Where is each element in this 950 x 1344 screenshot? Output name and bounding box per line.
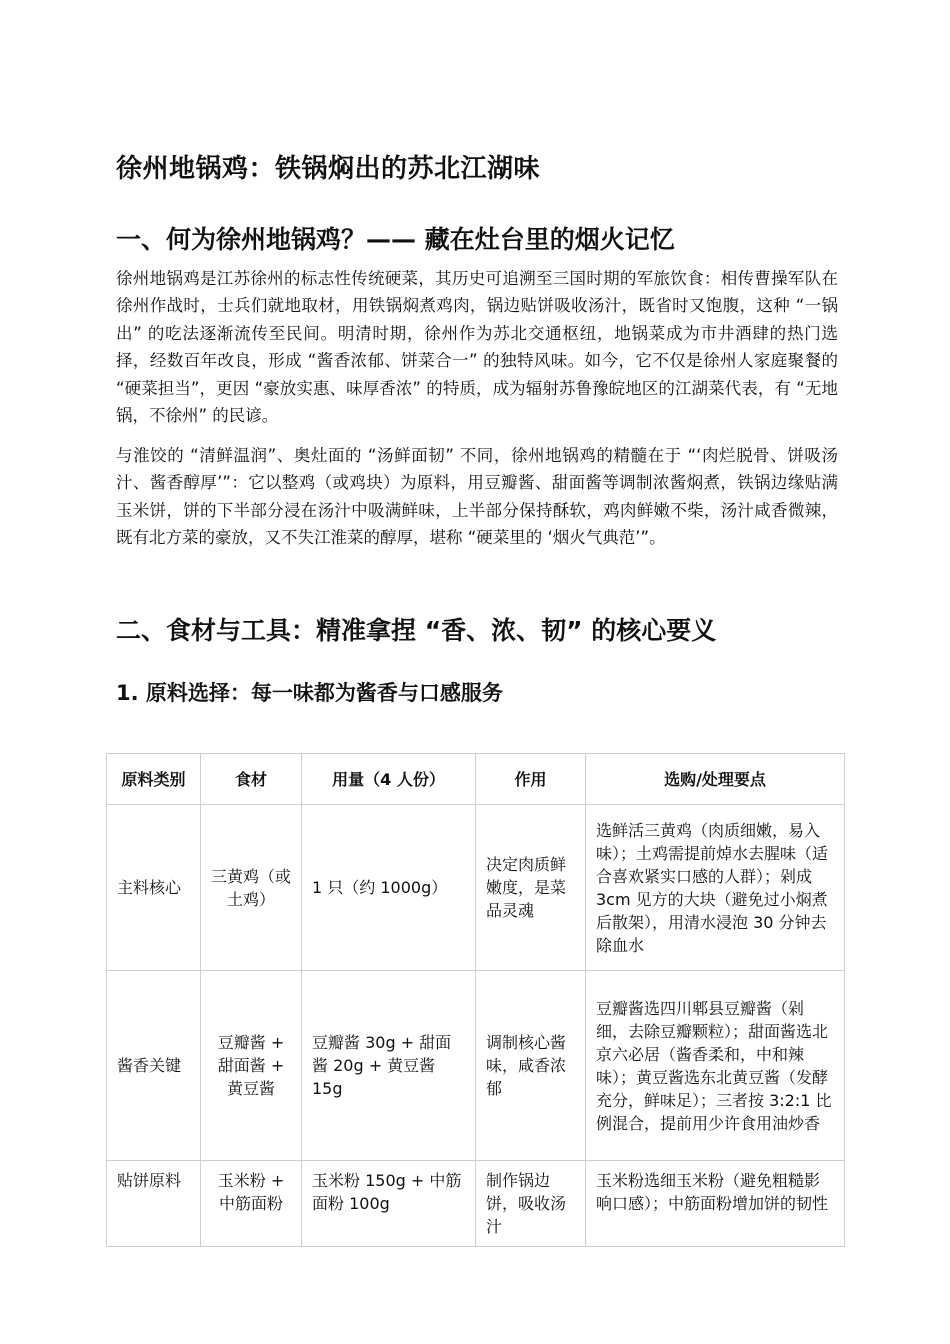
table-row bbox=[107, 805, 845, 971]
header-amount: 用量（4 人份） bbox=[302, 754, 476, 805]
header-category: 原料类别 bbox=[107, 754, 201, 805]
cell-ingredient: 豆瓣酱 + 甜面酱 + 黄豆酱 bbox=[201, 971, 302, 1161]
cell-tips: 豆瓣酱选四川郫县豆瓣酱（剁细，去除豆瓣颗粒）；甜面酱选北京六必居（酱香柔和，中和辣味）；黄豆酱选东北黄豆酱（发酵充分，鲜味足）；三者按 3:2:1 比例混合，提前用少许食用油炒香 bbox=[586, 971, 845, 1161]
ingredients-table bbox=[106, 753, 845, 1247]
cell-amount: 豆瓣酱 30g + 甜面酱 20g + 黄豆酱 15g bbox=[302, 971, 476, 1161]
table-header-row bbox=[107, 754, 845, 805]
cell-role: 决定肉质鲜嫩度，是菜品灵魂 bbox=[476, 805, 586, 971]
cell-category: 主料核心 bbox=[107, 805, 201, 971]
cell-role: 调制核心酱味，咸香浓郁 bbox=[476, 971, 586, 1161]
header-tips: 选购/处理要点 bbox=[586, 754, 845, 805]
cell-tips: 玉米粉选细玉米粉（避免粗糙影响口感）；中筋面粉增加饼的韧性 bbox=[586, 1161, 845, 1247]
section2-subheading-1: 1. 原料选择：每一味都为酱香与口感服务 bbox=[116, 681, 503, 705]
cell-tips: 选鲜活三黄鸡（肉质细嫩，易入味）；土鸡需提前焯水去腥味（适合喜欢紧实口感的人群）；剁成 3cm 见方的大块（避免过小焖煮后散架），用清水浸泡 30 分钟去除血水 bbox=[586, 805, 845, 971]
section1-heading: 一、何为徐州地锅鸡？—— 藏在灶台里的烟火记忆 bbox=[116, 225, 675, 254]
section2-heading: 二、食材与工具：精准拿捏 “香、浓、韧” 的核心要义 bbox=[116, 616, 717, 645]
cell-amount: 玉米粉 150g + 中筋面粉 100g bbox=[302, 1161, 476, 1247]
cell-role: 制作锅边饼，吸收汤汁 bbox=[476, 1161, 586, 1247]
section1-paragraph-1: 徐州地锅鸡是江苏徐州的标志性传统硬菜，其历史可追溯至三国时期的军旅饮食：相传曹操军队在徐州作战时，士兵们就地取材，用铁锅焖煮鸡肉，锅边贴饼吸收汤汁，既省时又饱腹，这种 “一锅出” 的吃法逐渐流传至民间。明清时期，徐州作为苏北交通枢纽，地锅菜成为市井酒肆的热门选择，经数百年改良，形成 “酱香浓郁、饼菜合一” 的独特风味。如今，它不仅是徐州人家庭聚餐的 “硬菜担当”，更因 “豪放实惠、味厚香浓” 的特质，成为辐射苏鲁豫皖地区的江湖菜代表，有 “无地锅，不徐州” 的民谚。 bbox=[116, 269, 838, 426]
cell-ingredient: 玉米粉 + 中筋面粉 bbox=[201, 1161, 302, 1247]
table-row bbox=[107, 971, 845, 1161]
cell-amount: 1 只（约 1000g） bbox=[302, 805, 476, 971]
cell-ingredient: 三黄鸡（或土鸡） bbox=[201, 805, 302, 971]
cell-category: 贴饼原料 bbox=[107, 1161, 201, 1247]
table-viewport bbox=[100, 745, 860, 1236]
section1-paragraph-2: 与淮饺的 “清鲜温润”、奥灶面的 “汤鲜面韧” 不同，徐州地锅鸡的精髓在于 “‘肉烂脱骨、饼吸汤汁、酱香醇厚’”：它以整鸡（或鸡块）为原料，用豆瓣酱、甜面酱等调制浓酱焖煮，铁锅边缘贴满玉米饼，饼的下半部分浸在汤汁中吸满鲜味，上半部分保持酥软，鸡肉鲜嫩不柴，汤汁咸香微辣，既有北方菜的豪放，又不失江淮菜的醇厚，堪称 “硬菜里的 ‘烟火气典范’”。 bbox=[116, 446, 838, 548]
cell-category: 酱香关键 bbox=[107, 971, 201, 1161]
page-title: 徐州地锅鸡：铁锅焖出的苏北江湖味 bbox=[116, 154, 541, 184]
header-ingredient: 食材 bbox=[201, 754, 302, 805]
header-role: 作用 bbox=[476, 754, 586, 805]
table-row bbox=[107, 1161, 845, 1247]
